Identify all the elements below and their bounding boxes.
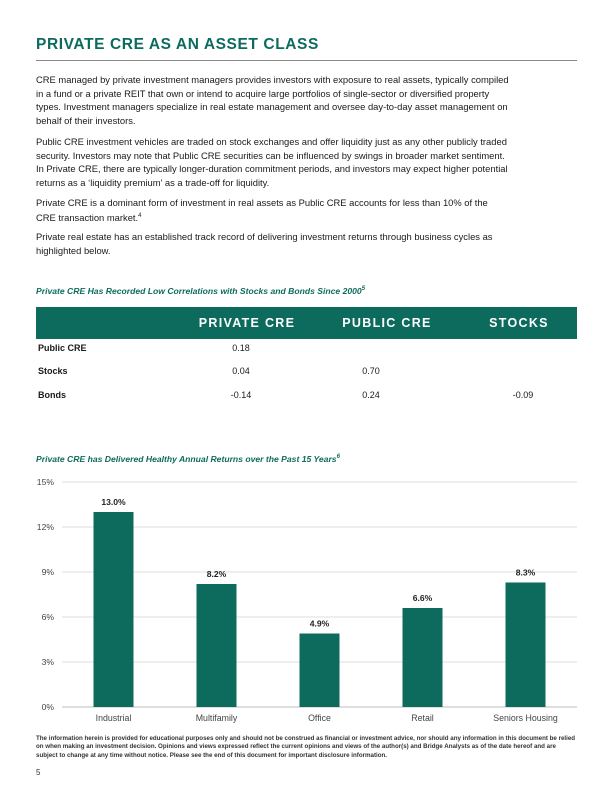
- y-tick-label: 6%: [41, 612, 54, 622]
- data-label: 13.0%: [101, 497, 126, 507]
- y-tick-label: 9%: [41, 567, 54, 577]
- data-label: 8.3%: [515, 567, 536, 578]
- data-label: 6.6%: [412, 593, 433, 603]
- paragraph-2: Public CRE investment vehicles are traded on stock exchanges and offer liquidity just as any other publicly traded security. Investors may note that Public CRE securities can be influenced by swings in broader market sentiment. In Private CRE, there are typically longer-duration commitment periods, and investors may expect higher potential returns as a ‘liquidity premium’ as a trade-off for liquidity.: [36, 136, 508, 188]
- bar-industrial: [94, 512, 134, 707]
- correlation-table-caption: [36, 286, 365, 296]
- x-tick-label: Multifamily: [195, 713, 238, 723]
- y-tick-label: 0%: [41, 702, 54, 712]
- data-label: 8.2%: [206, 569, 227, 579]
- cell-bonds-private: -0.14: [230, 390, 252, 400]
- y-tick-label: 15%: [36, 477, 54, 487]
- row-label-bonds: Bonds: [38, 390, 66, 400]
- correlation-caption-footnote: 5: [361, 286, 366, 293]
- paragraph-4: Private real estate has an established track record of delivering investment returns through business cycles as highlighted below.: [36, 231, 493, 256]
- x-tick-label: Seniors Housing: [493, 713, 558, 723]
- returns-bar-chart: [0, 470, 612, 732]
- page-number: 5: [36, 768, 41, 777]
- cell-stocks-public: 0.70: [362, 366, 380, 376]
- header-stocks: STOCKS: [489, 316, 549, 330]
- chart-caption: [36, 454, 340, 464]
- y-tick-label: 12%: [36, 522, 54, 532]
- header-private-cre: PRIVATE CRE: [198, 316, 296, 330]
- row-label-stocks: Stocks: [38, 366, 68, 376]
- cell-public-private: 0.18: [232, 343, 250, 353]
- bar-retail: [403, 608, 443, 707]
- chart-caption-footnote: 6: [336, 454, 340, 461]
- x-tick-label: Retail: [411, 713, 434, 723]
- cell-stocks-private: 0.04: [232, 366, 250, 376]
- paragraph-3-text: Private CRE is a dominant form of investment in real assets as Public CRE accounts for less than 10% of the CRE transaction market.: [36, 197, 488, 223]
- correlation-table-header: [36, 307, 577, 339]
- bar-seniors-housing: [506, 583, 546, 708]
- paragraph-1: CRE managed by private investment managers provides investors with exposure to real assets, typically compiled in a fund or a private REIT that own or intend to acquire large portfolios of single-sector or diversified property types. Investment managers specialize in real estate management and oversee day-to-day asset management on behalf of their investors.: [36, 74, 509, 126]
- cell-bonds-public: 0.24: [362, 390, 380, 400]
- title-divider: [36, 60, 577, 61]
- x-tick-label: Industrial: [95, 713, 132, 723]
- y-tick-label: 3%: [41, 657, 54, 667]
- data-label: 4.9%: [309, 618, 330, 629]
- paragraph-3: [36, 196, 510, 224]
- page-title: PRIVATE CRE AS AN ASSET CLASS: [36, 36, 319, 53]
- x-tick-label: Office: [308, 713, 331, 723]
- chart-caption-text: Private CRE has Delivered Healthy Annual Returns over the Past 15 Years: [36, 454, 337, 464]
- correlation-caption-text: Private CRE Has Recorded Low Correlations with Stocks and Bonds Since 2000: [36, 286, 362, 296]
- paragraph-3-footnote: 4: [138, 212, 142, 219]
- row-label-public-cre: Public CRE: [38, 343, 87, 353]
- cell-bonds-stocks: -0.09: [512, 390, 534, 400]
- header-public-cre: PUBLIC CRE: [342, 316, 432, 330]
- bar-multifamily: [197, 584, 237, 707]
- disclaimer-footnote: The information herein is provided for educational purposes only and should not be construed as financial or investment advice, nor should any information in this document be relied on when making an investment decision. Opinions and views expressed reflect the current opinions and views of the author(s) and Bridge Analysts as of the date hereof and are subject to change at any time without notice. Please see the end of this document for important disclosure information.: [36, 735, 576, 759]
- bar-office: [300, 634, 340, 708]
